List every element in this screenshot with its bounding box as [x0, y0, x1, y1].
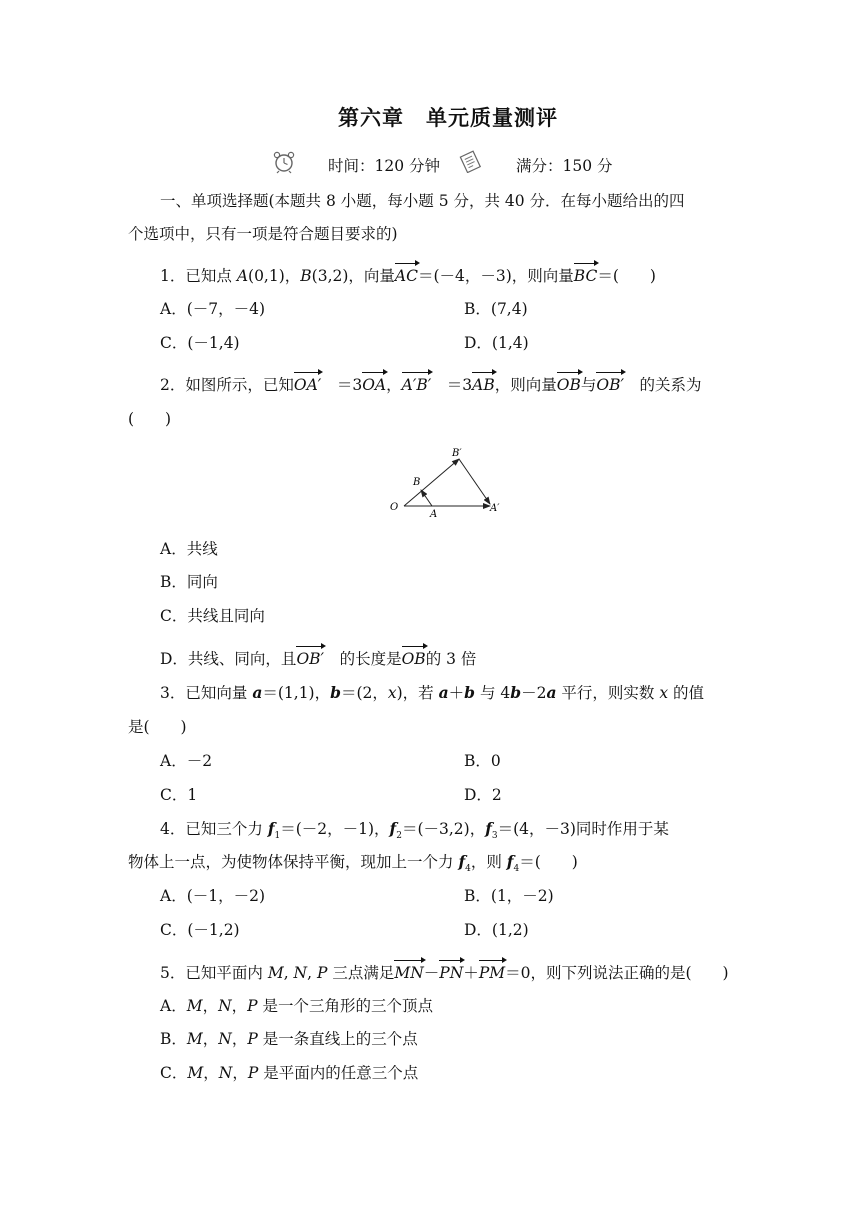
- question-3-option-c: C．1: [160, 786, 198, 804]
- exam-paper-icon: [458, 149, 484, 173]
- question-1-option-c: C．(－1,4): [160, 334, 240, 352]
- question-4-option-c: C．(－1,2): [160, 921, 240, 939]
- question-5-option-b: B．M，N，P 是一条直线上的三个点: [160, 1030, 418, 1048]
- point-o-label: O: [390, 502, 399, 513]
- point-b-label: B: [413, 477, 421, 488]
- point-b-prime-label: B′: [452, 448, 462, 459]
- question-3-option-a: A．－2: [160, 752, 213, 770]
- point-a-prime-label: A′: [490, 503, 500, 514]
- time-label: 时间：120 分钟: [328, 157, 441, 175]
- question-3-stem-line2: 是( ): [128, 718, 187, 736]
- vector-ab: [421, 490, 432, 506]
- question-5-stem: 5．已知平面内 M, N, P 三点满足MN－PN＋PM＝0，则下列说法正确的是( ): [160, 964, 729, 982]
- point-a-label: A: [430, 509, 438, 520]
- question-3-stem-line1: 3．已知向量 a＝(1,1)，b＝(2，x)，若 a＋b 与 4b－2a 平行，则实数 x 的值: [160, 683, 705, 702]
- question-3-option-b: B．0: [464, 752, 501, 770]
- question-2-option-d: D．共线、同向，且OB′ 的长度是OB的 3 倍: [160, 650, 477, 668]
- question-5-option-a: A．M，N，P 是一个三角形的三个顶点: [160, 997, 434, 1015]
- score-label: 满分：150 分: [516, 157, 613, 175]
- alarm-clock-icon: [272, 150, 296, 174]
- question-1-stem: 1．已知点 A(0,1)，B(3,2)，向量AC＝(－4，－3)，则向量BC＝( ): [160, 267, 656, 285]
- question-4-option-d: D．(1,2): [464, 921, 529, 939]
- question-4-option-b: B．(1，－2): [464, 887, 554, 905]
- question-2-stem-line1: 2．如图所示，已知OA′ ＝3OA，A′B′ ＝3AB，则向量OB与OB′ 的关系为: [160, 376, 702, 394]
- question-4-option-a: A．(－1，－2): [160, 887, 266, 905]
- question-3-option-d: D．2: [464, 786, 502, 804]
- question-1-option-b: B．(7,4): [464, 300, 528, 318]
- question-4-stem-line1: 4．已知三个力 $f_1=(-2$，－1)，$f_2=(-3,2)$，$f_3=(4$，－3)同时作用于某: [160, 819, 669, 842]
- section-heading-line2: 个选项中，只有一项是符合题目要求的): [128, 225, 398, 243]
- question-1-option-d: D．(1,4): [464, 334, 529, 352]
- question-2-option-c: C．共线且同向: [160, 607, 265, 625]
- section-heading-line1: 一、单项选择题(本题共 8 小题，每小题 5 分，共 40 分．在每小题给出的四: [160, 192, 685, 210]
- question-2-option-b: B．同向: [160, 573, 218, 591]
- question-4-stem-line2: 物体上一点，为使物体保持平衡，现加上一个力 $f_4$，则 $f_4=$( ): [128, 852, 578, 875]
- vector-a-prime-b-prime: [459, 459, 490, 504]
- question-2-stem-line2: ( ): [128, 410, 172, 428]
- question-1-option-a: A．(－7，－4): [160, 300, 266, 318]
- page-title: 第六章 单元质量测评: [338, 106, 558, 130]
- vector-figure: [380, 442, 510, 520]
- question-5-option-c: C．M，N，P 是平面内的任意三个点: [160, 1064, 419, 1082]
- question-2-option-a: A．共线: [160, 540, 218, 558]
